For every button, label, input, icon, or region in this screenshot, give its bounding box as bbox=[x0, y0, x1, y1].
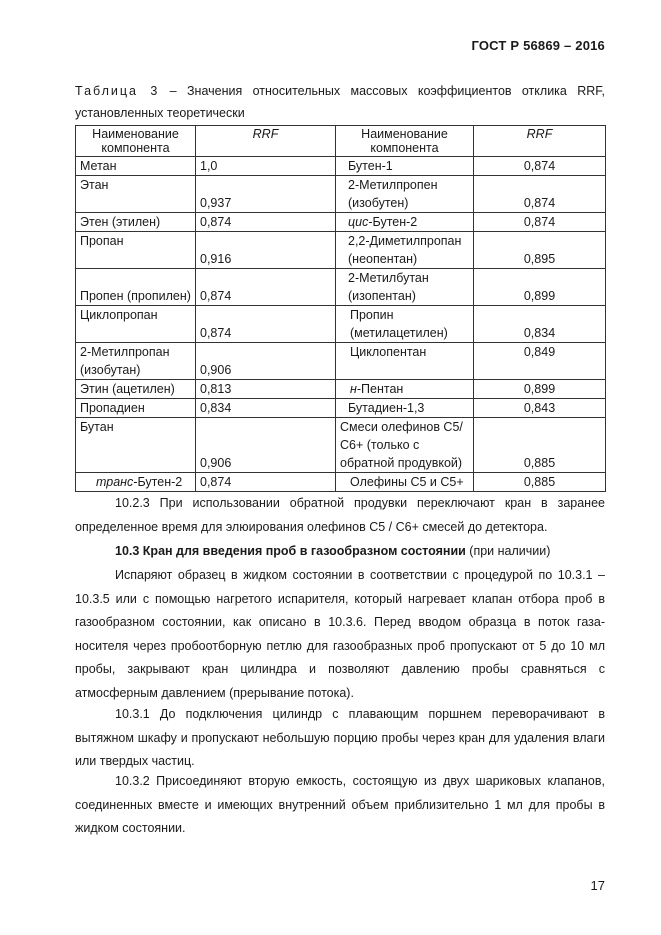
cell-rrf-left: 0,937 bbox=[196, 176, 336, 213]
cell-name-left: 2-Метилпропан (изобутан) bbox=[76, 343, 196, 380]
rrf-table bbox=[75, 125, 606, 492]
cell-rrf-left: 0,813 bbox=[196, 380, 336, 399]
cell-rrf-right: 0,874 bbox=[474, 213, 606, 232]
cell-name-right bbox=[336, 213, 474, 232]
cell-name-right: Пропин (метилацетилен) bbox=[336, 306, 474, 343]
cell-rrf-right: 0,885 bbox=[474, 473, 606, 492]
cell-rrf-right: 0,885 bbox=[474, 418, 606, 473]
paragraph-10-3-1: 10.3.1 До подключения цилиндр с плавающим поршнем переворачивают в вытяжном шкафу и пропускают небольшую порцию пробы через кран для удаления влаги или твердых частиц. bbox=[75, 707, 605, 768]
cell-name-left bbox=[76, 473, 196, 492]
header-name-left: Наименование компонента bbox=[76, 126, 196, 157]
table-caption-label: Таблица 3 bbox=[75, 84, 160, 98]
paragraph-10-3-intro: Испаряют образец в жидком состоянии в соответствии с процедурой по 10.3.1 – 10.3.5 или с помощью нагретого испарителя, который нагревает клапан отбора проб в газообразном состоянии, как описано в 10.3.6. Перед вводом образца в поток газа-носителя через пробоотборную петлю для газообразных проб пропускают от 5 до 10 мл пробы, закрывают кран цилиндра и позволяют давлению пробы сравняться с атмосферным давлением (прерывание потока). bbox=[75, 568, 605, 700]
cell-name-main: -Бутен-2 bbox=[133, 475, 183, 489]
cell-rrf-left: 0,916 bbox=[196, 232, 336, 269]
cell-rrf-right: 0,874 bbox=[474, 157, 606, 176]
table-row bbox=[76, 213, 606, 232]
header-rrf-right: RRF bbox=[474, 126, 606, 157]
cell-rrf-right: 0,899 bbox=[474, 380, 606, 399]
table-caption bbox=[75, 80, 605, 124]
cell-name-main: -Бутен-2 bbox=[368, 215, 418, 229]
paragraph-10-2-3: 10.2.3 При использовании обратной продувки переключают кран в заранее определенное время для элюирования олефинов С5 / С6+ смесей до детектора. bbox=[75, 496, 605, 534]
cell-name-prefix: н bbox=[350, 382, 357, 396]
cell-rrf-left: 0,874 bbox=[196, 213, 336, 232]
table-row bbox=[76, 157, 606, 176]
cell-rrf-right: 0,899 bbox=[474, 269, 606, 306]
cell-name-left: Пропен (пропилен) bbox=[76, 269, 196, 306]
cell-name-prefix: цис bbox=[348, 215, 369, 229]
table-row bbox=[76, 418, 606, 473]
cell-name-right: Бутадиен-1,3 bbox=[336, 399, 474, 418]
table-row bbox=[76, 380, 606, 399]
table-row bbox=[76, 306, 606, 343]
table-row bbox=[76, 343, 606, 380]
document-id: ГОСТ Р 56869 – 2016 bbox=[471, 38, 605, 53]
cell-name-left: Пропан bbox=[76, 232, 196, 269]
cell-name-right: 2-Метилбутан (изопентан) bbox=[336, 269, 474, 306]
cell-rrf-right: 0,849 bbox=[474, 343, 606, 380]
table-caption-text: – Значения относительных массовых коэффициентов отклика RRF, установленных теоретически bbox=[75, 84, 605, 120]
header-rrf-left: RRF bbox=[196, 126, 336, 157]
page-number: 17 bbox=[590, 878, 605, 893]
cell-name-right: 2,2-Диметилпропан (неопентан) bbox=[336, 232, 474, 269]
section-heading-bold: 10.3 Кран для введения проб в газообразном состоянии bbox=[115, 544, 466, 558]
cell-name-right: Смеси олефинов С5/С6+ (только с обратной продувкой) bbox=[336, 418, 474, 473]
table-row bbox=[76, 269, 606, 306]
cell-rrf-left: 0,906 bbox=[196, 418, 336, 473]
section-heading-10-3 bbox=[75, 540, 605, 564]
cell-rrf-left: 1,0 bbox=[196, 157, 336, 176]
cell-name-left: Этан bbox=[76, 176, 196, 213]
cell-name-left: Пропадиен bbox=[76, 399, 196, 418]
table-row bbox=[76, 232, 606, 269]
cell-rrf-left: 0,874 bbox=[196, 269, 336, 306]
cell-name-right: Олефины С5 и С5+ bbox=[336, 473, 474, 492]
table-header-row bbox=[76, 126, 606, 157]
cell-rrf-left: 0,874 bbox=[196, 473, 336, 492]
cell-rrf-right: 0,843 bbox=[474, 399, 606, 418]
cell-name-left: Этин (ацетилен) bbox=[76, 380, 196, 399]
section-heading-note: (при наличии) bbox=[465, 544, 551, 558]
cell-rrf-left: 0,834 bbox=[196, 399, 336, 418]
table-row bbox=[76, 399, 606, 418]
table-row bbox=[76, 176, 606, 213]
cell-name-left: Этен (этилен) bbox=[76, 213, 196, 232]
cell-rrf-right: 0,874 bbox=[474, 176, 606, 213]
cell-name-left: Циклопропан bbox=[76, 306, 196, 343]
cell-rrf-right: 0,895 bbox=[474, 232, 606, 269]
cell-rrf-left: 0,906 bbox=[196, 343, 336, 380]
paragraph-10-3-2: 10.3.2 Присоединяют вторую емкость, состоящую из двух шариковых клапанов, соединенных вместе и имеющих внутренний объем приблизительно 1 мл для пробы в жидком состоянии. bbox=[75, 774, 605, 835]
cell-rrf-right: 0,834 bbox=[474, 306, 606, 343]
cell-name-right: Бутен-1 bbox=[336, 157, 474, 176]
cell-name-left: Метан bbox=[76, 157, 196, 176]
header-name-right: Наименование компонента bbox=[336, 126, 474, 157]
cell-name-right: 2-Метилпропен (изобутен) bbox=[336, 176, 474, 213]
cell-name-prefix: транс bbox=[96, 475, 134, 489]
table-row bbox=[76, 473, 606, 492]
cell-name-right bbox=[336, 380, 474, 399]
cell-rrf-left: 0,874 bbox=[196, 306, 336, 343]
cell-name-left: Бутан bbox=[76, 418, 196, 473]
cell-name-right: Циклопентан bbox=[336, 343, 474, 380]
cell-name-main: -Пентан bbox=[356, 382, 404, 396]
